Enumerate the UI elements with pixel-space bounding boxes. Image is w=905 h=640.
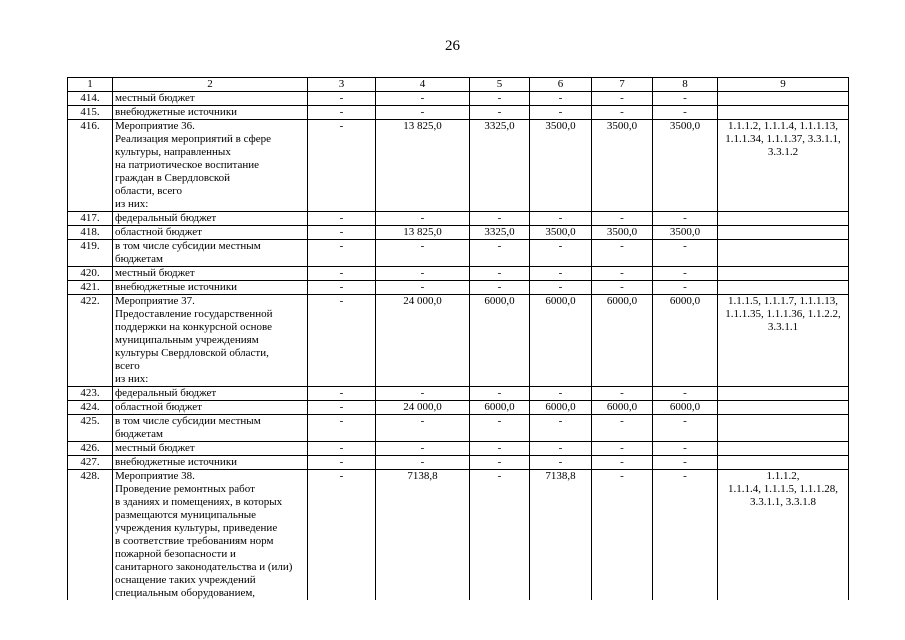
reference-line: 1.1.1.5, 1.1.1.7, 1.1.1.13, — [728, 295, 838, 307]
value-cell-c7: - — [592, 387, 653, 401]
row-number: 416. — [68, 120, 113, 212]
value-cell-c7: - — [592, 92, 653, 106]
value-cell-c4: - — [376, 387, 470, 401]
value-cell-c3: - — [308, 295, 376, 387]
reference-line: 1.1.1.2, 1.1.1.4, 1.1.1.13, — [728, 120, 838, 132]
value-cell-c5: 6000,0 — [470, 295, 530, 387]
reference-line: 1.1.1.2, — [766, 470, 800, 482]
reference-line: 1.1.1.4, 1.1.1.5, 1.1.1.28, — [728, 483, 838, 495]
row-title — [113, 442, 308, 456]
column-header: 9 — [718, 78, 849, 92]
value-cell-c6: - — [530, 456, 592, 470]
table-row — [68, 442, 849, 456]
row-title — [113, 415, 308, 442]
table-row — [68, 387, 849, 401]
value-cell-c7: 6000,0 — [592, 401, 653, 415]
value-cell-c3: - — [308, 415, 376, 442]
value-cell-c5: - — [470, 106, 530, 120]
row-title-line: областной бюджет — [115, 226, 202, 238]
table-header-row — [68, 78, 849, 92]
row-number: 424. — [68, 401, 113, 415]
row-number: 418. — [68, 226, 113, 240]
value-cell-c8: - — [653, 267, 718, 281]
reference-line: 3.3.1.2 — [767, 146, 799, 158]
budget-table — [67, 77, 849, 600]
table-row — [68, 415, 849, 442]
column-header: 2 — [113, 78, 308, 92]
row-title-line: Предоставление государственной — [115, 308, 273, 320]
reference-cell — [718, 295, 849, 387]
reference-cell — [718, 456, 849, 470]
row-title-line: местный бюджет — [115, 92, 195, 104]
reference-cell — [718, 281, 849, 295]
row-title-line: бюджетам — [115, 253, 163, 265]
value-cell-c8: - — [653, 240, 718, 267]
row-title-line: пожарной безопасности и — [115, 548, 236, 560]
value-cell-c5: 3325,0 — [470, 120, 530, 212]
value-cell-c8: - — [653, 281, 718, 295]
page-number: 26 — [445, 38, 460, 54]
row-number: 425. — [68, 415, 113, 442]
value-cell-c6: - — [530, 442, 592, 456]
row-number: 414. — [68, 92, 113, 106]
reference-line: 1.1.1.34, 1.1.1.37, 3.3.1.1, — [725, 133, 841, 145]
value-cell-c6: - — [530, 415, 592, 442]
value-cell-c7: 3500,0 — [592, 226, 653, 240]
value-cell-c3: - — [308, 401, 376, 415]
reference-cell — [718, 212, 849, 226]
row-title-line: областной бюджет — [115, 401, 202, 413]
row-title-line: из них: — [115, 373, 149, 385]
table-row — [68, 470, 849, 601]
value-cell-c5: - — [470, 470, 530, 601]
reference-line: 3.3.1.1, 3.3.1.8 — [750, 496, 816, 508]
column-header: 1 — [68, 78, 113, 92]
row-title-line: учреждения культуры, приведение — [115, 522, 278, 534]
value-cell-c5: 6000,0 — [470, 401, 530, 415]
column-header: 4 — [376, 78, 470, 92]
value-cell-c3: - — [308, 92, 376, 106]
row-title-line: оснащение таких учреждений — [115, 574, 256, 586]
row-title-line: санитарного законодательства и (или) — [115, 561, 293, 573]
value-cell-c8: - — [653, 456, 718, 470]
value-cell-c6: 3500,0 — [530, 226, 592, 240]
value-cell-c7: - — [592, 281, 653, 295]
value-cell-c3: - — [308, 212, 376, 226]
value-cell-c4: 7138,8 — [376, 470, 470, 601]
reference-cell — [718, 92, 849, 106]
table-row — [68, 401, 849, 415]
row-number: 428. — [68, 470, 113, 601]
value-cell-c3: - — [308, 226, 376, 240]
value-cell-c8: 3500,0 — [653, 226, 718, 240]
value-cell-c7: - — [592, 212, 653, 226]
row-title-line: федеральный бюджет — [115, 212, 217, 224]
table-row — [68, 106, 849, 120]
row-number: 423. — [68, 387, 113, 401]
value-cell-c5: - — [470, 212, 530, 226]
value-cell-c4: 24 000,0 — [376, 401, 470, 415]
value-cell-c4: - — [376, 442, 470, 456]
row-title — [113, 92, 308, 106]
value-cell-c8: - — [653, 442, 718, 456]
row-title-line: области, всего — [115, 185, 183, 197]
reference-cell — [718, 226, 849, 240]
reference-cell — [718, 442, 849, 456]
row-title-line: внебюджетные источники — [115, 456, 238, 468]
row-title-line: культуры, направленных — [115, 146, 231, 158]
value-cell-c6: 7138,8 — [530, 470, 592, 601]
table-row — [68, 267, 849, 281]
value-cell-c6: 3500,0 — [530, 120, 592, 212]
value-cell-c7: - — [592, 240, 653, 267]
row-number: 421. — [68, 281, 113, 295]
value-cell-c4: - — [376, 267, 470, 281]
value-cell-c4: - — [376, 212, 470, 226]
row-title — [113, 120, 308, 212]
row-number: 420. — [68, 267, 113, 281]
row-number: 427. — [68, 456, 113, 470]
value-cell-c6: - — [530, 267, 592, 281]
value-cell-c3: - — [308, 442, 376, 456]
row-title-line: культуры Свердловской области, — [115, 347, 269, 359]
table-row — [68, 456, 849, 470]
value-cell-c4: - — [376, 92, 470, 106]
value-cell-c8: - — [653, 106, 718, 120]
value-cell-c5: - — [470, 415, 530, 442]
value-cell-c6: 6000,0 — [530, 401, 592, 415]
row-title-line: в зданиях и помещениях, в которых — [115, 496, 283, 508]
value-cell-c4: 13 825,0 — [376, 120, 470, 212]
row-title-line: Мероприятие 38. — [115, 470, 195, 482]
row-title — [113, 470, 308, 601]
reference-cell — [718, 470, 849, 601]
value-cell-c6: - — [530, 281, 592, 295]
value-cell-c5: - — [470, 442, 530, 456]
column-header: 8 — [653, 78, 718, 92]
reference-cell — [718, 106, 849, 120]
row-title-line: Мероприятие 36. — [115, 120, 195, 132]
row-title-line: внебюджетные источники — [115, 106, 238, 118]
value-cell-c3: - — [308, 387, 376, 401]
reference-cell — [718, 387, 849, 401]
row-title-line: местный бюджет — [115, 267, 195, 279]
value-cell-c6: - — [530, 92, 592, 106]
value-cell-c8: - — [653, 92, 718, 106]
table-row — [68, 120, 849, 212]
value-cell-c8: 6000,0 — [653, 295, 718, 387]
row-number: 419. — [68, 240, 113, 267]
value-cell-c4: - — [376, 456, 470, 470]
value-cell-c4: - — [376, 415, 470, 442]
row-title-line: из них: — [115, 198, 149, 210]
row-title — [113, 281, 308, 295]
value-cell-c8: 3500,0 — [653, 120, 718, 212]
row-title — [113, 212, 308, 226]
value-cell-c5: - — [470, 92, 530, 106]
value-cell-c3: - — [308, 106, 376, 120]
row-title-line: Реализация мероприятий в сфере — [115, 133, 272, 145]
value-cell-c7: - — [592, 456, 653, 470]
row-title-line: в том числе субсидии местным — [115, 415, 261, 427]
value-cell-c7: 6000,0 — [592, 295, 653, 387]
row-title-line: поддержки на конкурсной основе — [115, 321, 273, 333]
value-cell-c8: - — [653, 387, 718, 401]
value-cell-c7: - — [592, 415, 653, 442]
reference-line: 1.1.1.35, 1.1.1.36, 1.1.2.2, — [725, 308, 841, 320]
value-cell-c5: 3325,0 — [470, 226, 530, 240]
value-cell-c5: - — [470, 387, 530, 401]
row-title — [113, 295, 308, 387]
value-cell-c5: - — [470, 281, 530, 295]
row-title-line: федеральный бюджет — [115, 387, 217, 399]
row-title-line: в соответствие требованиям норм — [115, 535, 274, 547]
row-title-line: специальным оборудованием, — [115, 587, 256, 599]
value-cell-c7: - — [592, 267, 653, 281]
row-title — [113, 387, 308, 401]
value-cell-c4: - — [376, 106, 470, 120]
value-cell-c8: 6000,0 — [653, 401, 718, 415]
row-title — [113, 267, 308, 281]
value-cell-c6: - — [530, 240, 592, 267]
row-title-line: бюджетам — [115, 428, 163, 440]
column-header: 3 — [308, 78, 376, 92]
value-cell-c7: 3500,0 — [592, 120, 653, 212]
table-row — [68, 212, 849, 226]
row-number: 417. — [68, 212, 113, 226]
column-header: 7 — [592, 78, 653, 92]
table-row — [68, 92, 849, 106]
reference-cell — [718, 415, 849, 442]
reference-cell — [718, 120, 849, 212]
value-cell-c4: - — [376, 281, 470, 295]
row-title-line: Проведение ремонтных работ — [115, 483, 255, 495]
row-number: 415. — [68, 106, 113, 120]
value-cell-c6: - — [530, 106, 592, 120]
value-cell-c4: 24 000,0 — [376, 295, 470, 387]
row-title — [113, 456, 308, 470]
value-cell-c3: - — [308, 120, 376, 212]
value-cell-c8: - — [653, 415, 718, 442]
reference-line: 3.3.1.1 — [767, 321, 799, 333]
row-title-line: размещаются муниципальные — [115, 509, 257, 521]
value-cell-c6: - — [530, 212, 592, 226]
table-row — [68, 281, 849, 295]
row-title — [113, 226, 308, 240]
row-title-line: в том числе субсидии местным — [115, 240, 261, 252]
row-title-line: Мероприятие 37. — [115, 295, 195, 307]
value-cell-c8: - — [653, 470, 718, 601]
table-row — [68, 295, 849, 387]
value-cell-c5: - — [470, 240, 530, 267]
value-cell-c3: - — [308, 240, 376, 267]
reference-cell — [718, 267, 849, 281]
value-cell-c7: - — [592, 470, 653, 601]
row-title-line: местный бюджет — [115, 442, 195, 454]
table-body — [68, 92, 849, 601]
column-header: 6 — [530, 78, 592, 92]
row-title — [113, 240, 308, 267]
value-cell-c7: - — [592, 106, 653, 120]
value-cell-c3: - — [308, 281, 376, 295]
row-title-line: внебюджетные источники — [115, 281, 238, 293]
reference-cell — [718, 401, 849, 415]
value-cell-c5: - — [470, 267, 530, 281]
reference-cell — [718, 240, 849, 267]
column-header: 5 — [470, 78, 530, 92]
table-row — [68, 226, 849, 240]
row-title-line: всего — [115, 360, 140, 372]
value-cell-c6: 6000,0 — [530, 295, 592, 387]
row-number: 422. — [68, 295, 113, 387]
value-cell-c5: - — [470, 456, 530, 470]
value-cell-c7: - — [592, 442, 653, 456]
row-title — [113, 106, 308, 120]
value-cell-c8: - — [653, 212, 718, 226]
value-cell-c3: - — [308, 456, 376, 470]
value-cell-c4: 13 825,0 — [376, 226, 470, 240]
table-row — [68, 240, 849, 267]
value-cell-c6: - — [530, 387, 592, 401]
value-cell-c3: - — [308, 267, 376, 281]
value-cell-c3: - — [308, 470, 376, 601]
row-title-line: муниципальным учреждениям — [115, 334, 259, 346]
row-title-line: граждан в Свердловской — [115, 172, 231, 184]
value-cell-c4: - — [376, 240, 470, 267]
row-number: 426. — [68, 442, 113, 456]
row-title — [113, 401, 308, 415]
row-title-line: на патриотическое воспитание — [115, 159, 260, 171]
